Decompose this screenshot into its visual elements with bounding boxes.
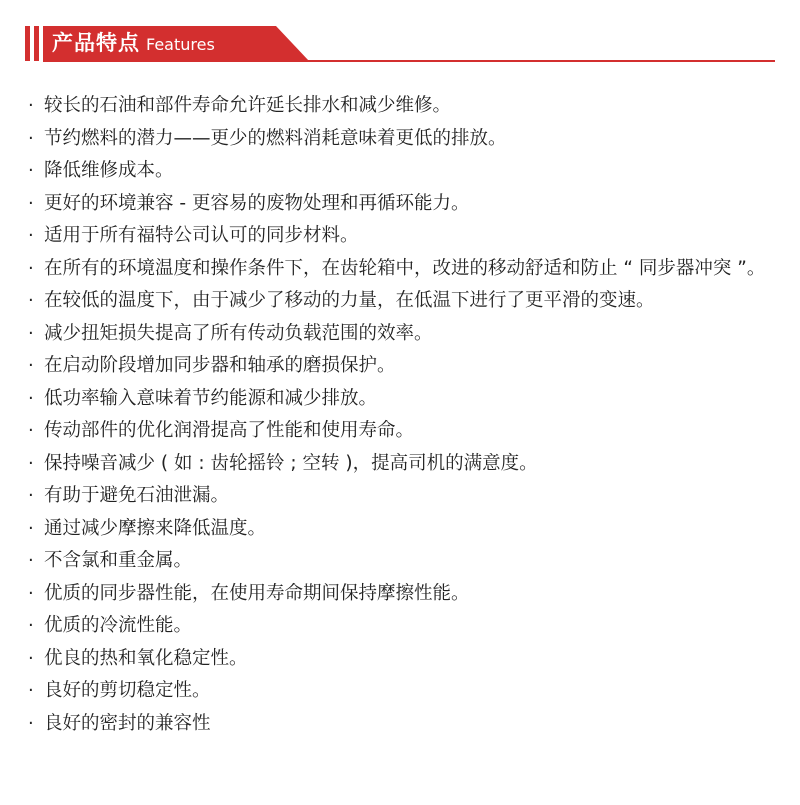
feature-text: 较长的石油和部件寿命允许延长排水和减少维修。	[44, 95, 452, 116]
feature-list	[28, 90, 778, 740]
feature-item	[28, 383, 778, 416]
feature-text: 减少扭矩损失提高了所有传动负载范围的效率。	[44, 322, 433, 344]
bullet-dot: ·	[28, 680, 34, 701]
feature-text: 不含氯和重金属。	[44, 550, 193, 571]
bullet-dot: ·	[28, 452, 34, 474]
bullet-dot: ·	[28, 225, 34, 246]
feature-text: 有助于避免石油泄漏。	[44, 485, 230, 506]
header-stripe-left	[25, 26, 30, 61]
feature-item	[28, 155, 778, 188]
bullet-dot: ·	[28, 420, 34, 441]
bullet-dot: ·	[28, 485, 34, 506]
feature-text: 保持噪音减少 ( 如 : 齿轮摇铃 ; 空转 )，提高司机的满意度。	[44, 452, 538, 474]
feature-text: 低功率输入意味着节约能源和减少排放。	[44, 387, 378, 409]
bullet-dot: ·	[28, 95, 34, 116]
feature-item	[28, 448, 778, 481]
feature-item	[28, 220, 778, 253]
bullet-dot: ·	[28, 355, 34, 376]
feature-item	[28, 480, 778, 513]
bullet-dot: ·	[28, 192, 34, 214]
feature-item	[28, 513, 778, 546]
feature-item	[28, 123, 778, 156]
bullet-dot: ·	[28, 322, 34, 344]
bullet-dot: ·	[28, 160, 34, 181]
bullet-dot: ·	[28, 550, 34, 571]
feature-item	[28, 578, 778, 611]
feature-text: 适用于所有福特公司认可的同步材料。	[44, 225, 359, 246]
feature-text: 节约燃料的潜力——更少的燃料消耗意味着更低的排放。	[44, 127, 507, 149]
bullet-dot: ·	[28, 647, 34, 669]
feature-item	[28, 708, 778, 741]
feature-item	[28, 675, 778, 708]
feature-item	[28, 188, 778, 221]
bullet-dot: ·	[28, 582, 34, 604]
feature-text: 良好的剪切稳定性。	[44, 680, 211, 701]
bullet-dot: ·	[28, 257, 34, 279]
feature-text: 在启动阶段增加同步器和轴承的磨损保护。	[44, 355, 396, 376]
feature-text: 更好的环境兼容 - 更容易的废物处理和再循环能力。	[44, 192, 470, 214]
feature-item	[28, 285, 778, 318]
feature-text: 在较低的温度下，由于减少了移动的力量，在低温下进行了更平滑的变速。	[44, 290, 655, 311]
section-title	[52, 26, 215, 61]
bullet-dot: ·	[28, 387, 34, 409]
feature-item	[28, 318, 778, 351]
feature-text: 优良的热和氧化稳定性。	[44, 647, 248, 669]
feature-text: 良好的密封的兼容性	[44, 712, 211, 734]
feature-item	[28, 253, 778, 286]
feature-item	[28, 610, 778, 643]
header-stripe-right	[34, 26, 39, 61]
feature-text: 传动部件的优化润滑提高了性能和使用寿命。	[44, 420, 415, 441]
feature-text: 通过减少摩擦来降低温度。	[44, 517, 267, 539]
feature-text: 优质的冷流性能。	[44, 615, 193, 636]
section-title-chinese: 产品特点	[52, 31, 140, 55]
feature-text: 降低维修成本。	[44, 160, 174, 181]
bullet-dot: ·	[28, 517, 34, 539]
feature-text: 优质的同步器性能，在使用寿命期间保持摩擦性能。	[44, 582, 470, 604]
section-header	[0, 0, 800, 66]
feature-item	[28, 350, 778, 383]
feature-item	[28, 415, 778, 448]
bullet-dot: ·	[28, 712, 34, 734]
bullet-dot: ·	[28, 615, 34, 636]
feature-text: 在所有的环境温度和操作条件下，在齿轮箱中，改进的移动舒适和防止 “ 同步器冲突 ”。	[44, 257, 766, 279]
section-title-english: Features	[146, 35, 215, 54]
feature-item	[28, 545, 778, 578]
bullet-dot: ·	[28, 290, 34, 311]
feature-item	[28, 90, 778, 123]
feature-item	[28, 643, 778, 676]
bullet-dot: ·	[28, 127, 34, 149]
